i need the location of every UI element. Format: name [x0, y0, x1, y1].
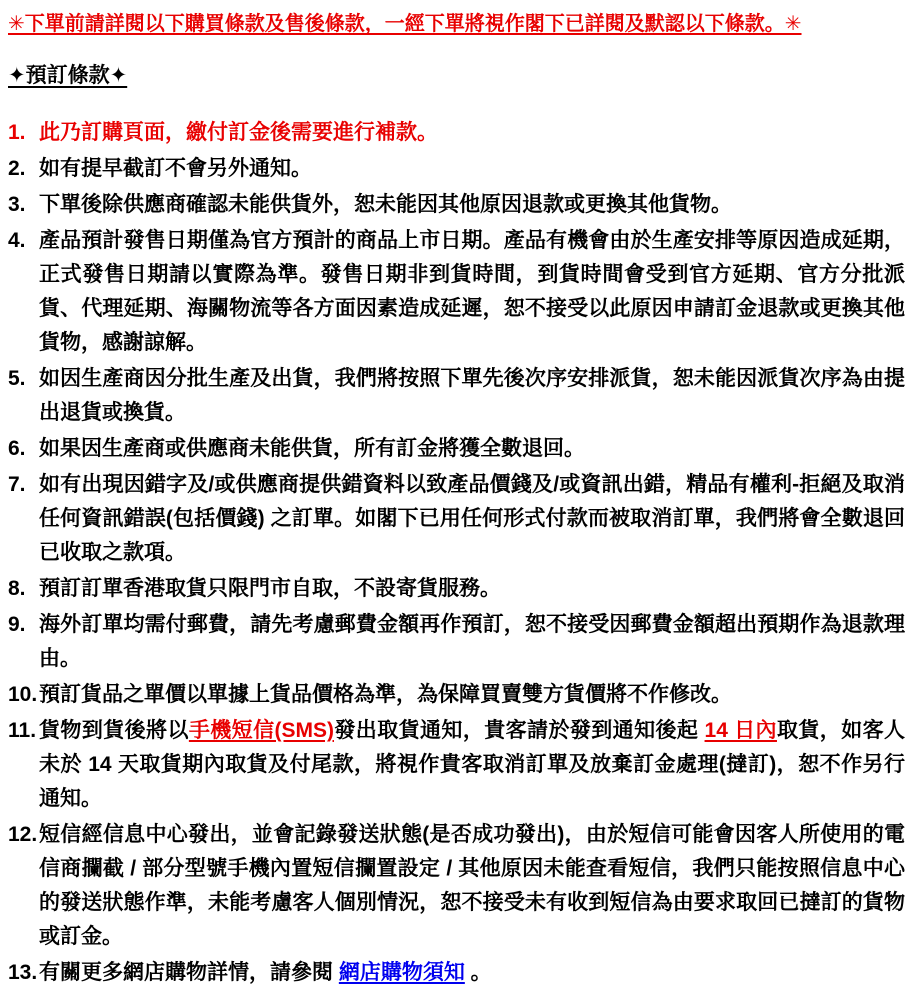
- term-item-1: [8, 116, 905, 150]
- term-segment: 預訂貨品之單價以單據上貨品價格為準，為保障買賣雙方貨價將不作修改。: [39, 683, 732, 706]
- term-text: [39, 188, 905, 222]
- term-text: [39, 818, 905, 954]
- term-segment: 。: [464, 961, 492, 984]
- term-number: 11.: [8, 719, 37, 742]
- term-item-4: [8, 224, 905, 360]
- term-number: 8.: [8, 577, 26, 600]
- term-segment: 如因生產商因分批生產及出貨，我們將按照下單先後次序安排派貨，恕未能因派貨次序為由提出退貨或換貨。: [39, 367, 905, 424]
- notice-header: ✳下單前請詳閱以下購買條款及售後條款，一經下單將視作閣下已詳閱及默認以下條款。✳: [8, 13, 802, 35]
- term-item-8: [8, 572, 905, 606]
- term-text: [39, 608, 905, 676]
- term-segment: 此乃訂購頁面，繳付訂金後需要進行補款。: [39, 121, 438, 144]
- term-item-11: [8, 714, 905, 816]
- highlighted-term: 手機短信(SMS): [188, 719, 334, 742]
- term-segment: 取貨，如客人未於 14 天取貨期內取貨及付尾款，將視作貴客取消訂單及放棄訂金處理(撻訂)，恕不作另行通知。: [39, 719, 906, 810]
- term-number: 7.: [8, 473, 26, 496]
- term-segment: 短信經信息中心發出，並會記錄發送狀態(是否成功發出)，由於短信可能會因客人所使用的電信商攔截 / 部分型號手機內置短信攔置設定 / 其他原因未能查看短信，我們只能按照信息中心的發送狀態作準，未能考慮客人個別情況，恕不接受未有收到短信為由要求取回已撻訂的貨物或訂金。: [39, 823, 905, 948]
- term-segment: 海外訂單均需付郵費，請先考慮郵費金額再作預訂，恕不接受因郵費金額超出預期作為退款理由。: [39, 613, 905, 670]
- term-number: 12.: [8, 823, 38, 846]
- term-number: 5.: [8, 367, 26, 390]
- term-number: 13.: [8, 961, 38, 984]
- term-item-7: [8, 468, 905, 570]
- term-text: [39, 152, 905, 186]
- shop-guide-link[interactable]: 網店購物須知: [338, 961, 465, 984]
- term-text: [39, 224, 905, 360]
- term-text: [39, 432, 905, 466]
- term-number: 3.: [8, 193, 26, 216]
- term-number: 4.: [8, 229, 26, 252]
- highlighted-term: 14 日內: [704, 719, 777, 742]
- term-segment: 發出取貨通知，貴客請於發到通知後起: [333, 719, 705, 742]
- term-item-13: [8, 956, 905, 990]
- term-item-3: [8, 188, 905, 222]
- section-title: ✦預訂條款✦: [8, 64, 128, 87]
- term-item-6: [8, 432, 905, 466]
- term-segment: 貨物到貨後將以: [39, 719, 189, 742]
- term-number: 6.: [8, 437, 26, 460]
- term-number: 9.: [8, 613, 26, 636]
- term-number: 2.: [8, 157, 26, 180]
- term-segment: 產品預計發售日期僅為官方預計的商品上市日期。產品有機會由於生產安排等原因造成延期，正式發售日期請以實際為準。發售日期非到貨時間，到貨時間會受到官方延期、官方分批派貨、代理延期、海關物流等各方面因素造成延遲，恕不接受以此原因申請訂金退款或更換其他貨物，感謝諒解。: [39, 229, 905, 354]
- terms-list: [8, 116, 905, 990]
- term-segment: 預訂訂單香港取貨只限門市自取，不設寄貨服務。: [39, 577, 501, 600]
- term-segment: 如有提早截訂不會另外通知。: [39, 157, 312, 180]
- term-segment: 如果因生產商或供應商未能供貨，所有訂金將獲全數退回。: [39, 437, 585, 460]
- term-text: [39, 468, 905, 570]
- term-item-5: [8, 362, 905, 430]
- term-item-9: [8, 608, 905, 676]
- term-text: [39, 362, 905, 430]
- term-item-2: [8, 152, 905, 186]
- term-item-12: [8, 818, 905, 954]
- term-text: [39, 678, 905, 712]
- term-number: 10.: [8, 683, 38, 706]
- term-text: [39, 572, 905, 606]
- term-text: [39, 714, 905, 816]
- term-number: 1.: [8, 121, 26, 144]
- term-item-10: [8, 678, 905, 712]
- term-segment: 下單後除供應商確認未能供貨外，恕未能因其他原因退款或更換其他貨物。: [39, 193, 732, 216]
- term-segment: 有關更多網店購物詳情，請參閱: [39, 961, 339, 984]
- term-segment: 如有出現因錯字及/或供應商提供錯資料以致產品價錢及/或資訊出錯，精品有權利-拒絕及取消任何資訊錯誤(包括價錢) 之訂單。如閣下已用任何形式付款而被取消訂單，我們將會全數退回已收取之款項。: [39, 473, 905, 564]
- term-text: [39, 956, 905, 990]
- term-text: [39, 116, 905, 150]
